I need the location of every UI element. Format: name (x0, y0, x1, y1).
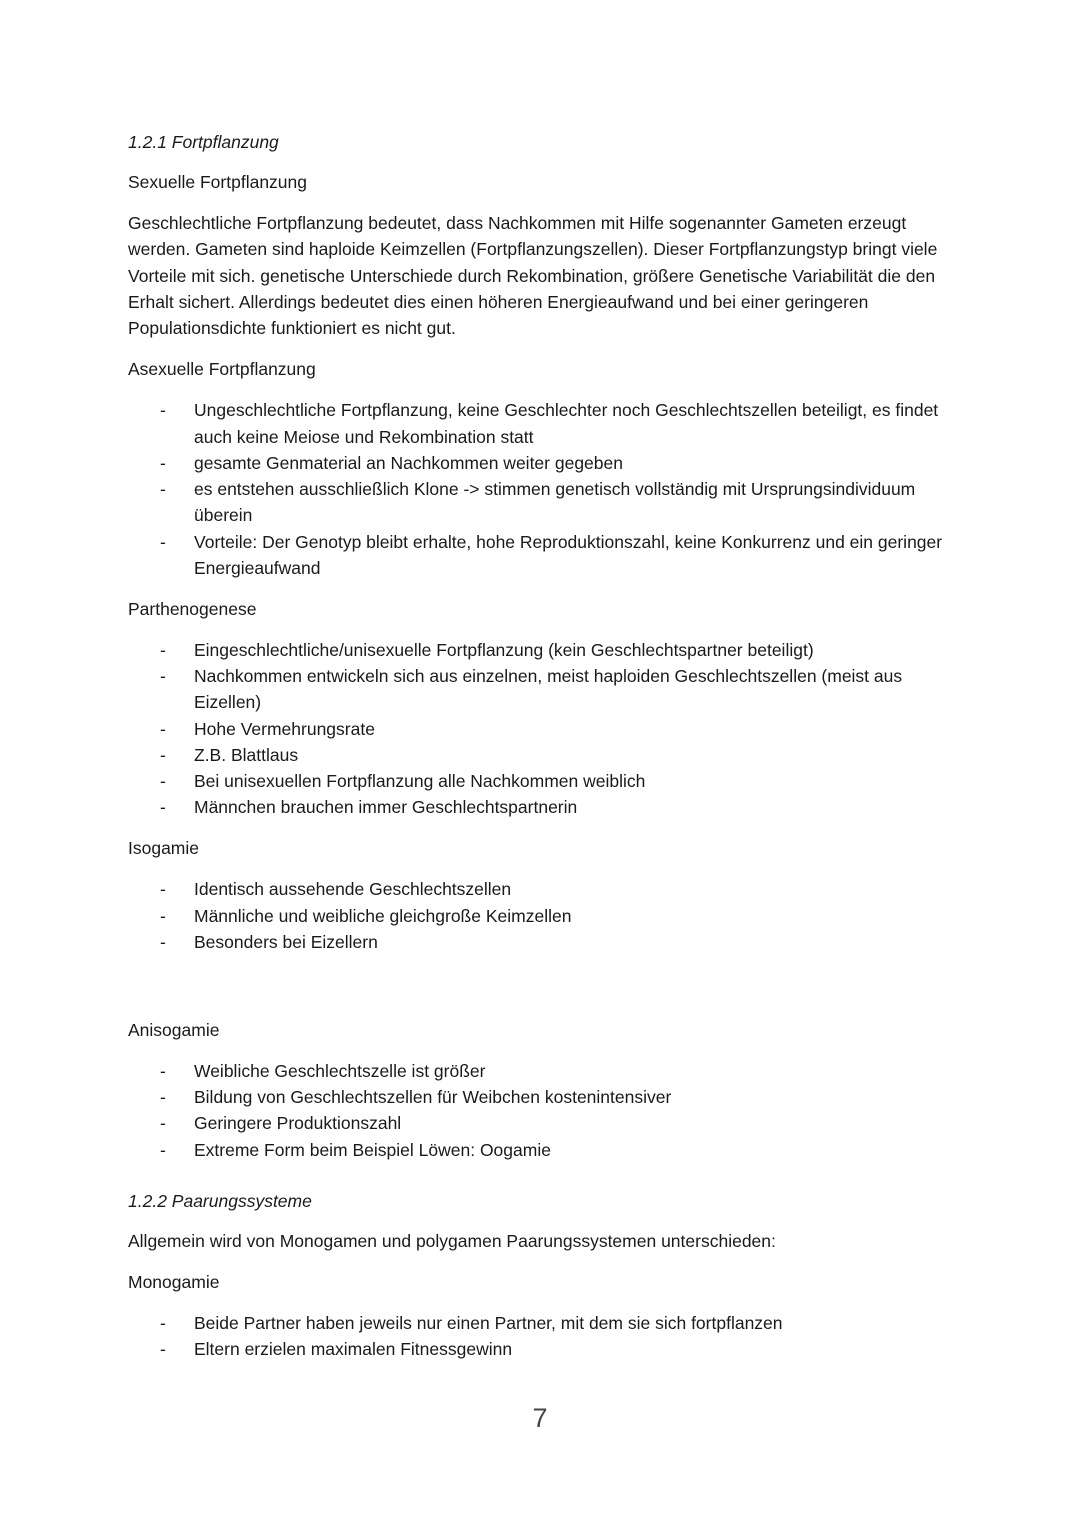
bullet-dash: - (160, 1312, 166, 1333)
bullet-dash: - (160, 879, 166, 900)
list-item: - Bei unisexuellen Fortpflanzung alle Nachkommen weiblich (128, 768, 958, 794)
bullet-dash: - (160, 666, 166, 687)
bullet-dash: - (160, 744, 166, 765)
bullet-dash: - (160, 1060, 166, 1081)
list-item: - Nachkommen entwickeln sich aus einzelnen, meist haploiden Geschlechtszellen (meist aus Eizellen) (128, 663, 958, 715)
paragraph-sexuelle-fortpflanzung: Geschlechtliche Fortpflanzung bedeutet, dass Nachkommen mit Hilfe sogenannter Gameten erzeugt werden. Gameten sind haploide Keimzellen (Fortpflanzungszellen). Dieser Fortpflanzungstyp bringt viele Vorteile mit sich. genetische Unterschiede durch Rekombination, größere Genetische Variabilität die den Erhalt sichert. Allerdings bedeutet dies einen höheren Energieaufwand und bei einer geringeren Populationsdichte funktioniert es nicht gut. (128, 213, 938, 339)
list-item: - Weibliche Geschlechtszelle ist größer (128, 1058, 958, 1084)
bullet-dash: - (160, 770, 166, 791)
list-item: - Besonders bei Eizellern (128, 929, 958, 955)
page-number: 7 (532, 1403, 548, 1433)
list-parthenogenese (128, 637, 958, 820)
list-item: - Eingeschlechtliche/unisexuelle Fortpflanzung (kein Geschlechtspartner beteiligt) (128, 637, 958, 663)
bullet-dash: - (160, 931, 166, 952)
subheading-asexuelle-fortpflanzung: Asexuelle Fortpflanzung (128, 359, 316, 380)
list-isogamie (128, 876, 958, 955)
subheading-parthenogenese: Parthenogenese (128, 598, 257, 619)
subheading-isogamie: Isogamie (128, 838, 200, 859)
bullet-dash: - (160, 797, 166, 818)
subheading-sexuelle-fortpflanzung: Sexuelle Fortpflanzung (128, 172, 307, 192)
list-asexuelle-fortpflanzung (128, 397, 958, 580)
paragraph-paarungssysteme-intro: Allgemein wird von Monogamen und polygamen Paarungssystemen unterschieden: (128, 1230, 776, 1251)
bullet-dash: - (160, 905, 166, 926)
list-monogamie (128, 1310, 958, 1362)
subheading-monogamie: Monogamie (128, 1271, 220, 1292)
bullet-dash: - (160, 718, 166, 739)
bullet-dash: - (160, 400, 166, 421)
list-item: - Hohe Vermehrungsrate (128, 716, 958, 742)
list-anisogamie (128, 1058, 958, 1163)
list-item: - Extreme Form beim Beispiel Löwen: Oogamie (128, 1137, 958, 1163)
bullet-dash: - (160, 1139, 166, 1160)
list-item: - Beide Partner haben jeweils nur einen Partner, mit dem sie sich fortpflanzen (128, 1310, 958, 1336)
section-heading-paarungssysteme: 1.2.2 Paarungssysteme (128, 1190, 312, 1211)
bullet-dash: - (160, 479, 166, 500)
bullet-dash: - (160, 1113, 166, 1134)
subheading-anisogamie: Anisogamie (128, 1019, 220, 1040)
list-item: - Männliche und weibliche gleichgroße Keimzellen (128, 903, 958, 929)
list-item: - Eltern erzielen maximalen Fitnessgewinn (128, 1336, 958, 1362)
bullet-dash: - (160, 452, 166, 473)
list-item: - Vorteile: Der Genotyp bleibt erhalte, hohe Reproduktionszahl, keine Konkurrenz und ein geringer Energieaufwand (128, 529, 958, 581)
section-heading-fortpflanzung: 1.2.1 Fortpflanzung (128, 132, 279, 152)
list-item: - Bildung von Geschlechtszellen für Weibchen kostenintensiver (128, 1084, 958, 1110)
list-item: - es entstehen ausschließlich Klone -> stimmen genetisch vollständig mit Ursprungsindividuum überein (128, 476, 958, 528)
bullet-dash: - (160, 639, 166, 660)
spacer (128, 970, 958, 1017)
bullet-dash: - (160, 1338, 166, 1359)
list-item: - Z.B. Blattlaus (128, 742, 958, 768)
bullet-dash: - (160, 1087, 166, 1108)
document-page (128, 129, 958, 1377)
list-item: - Ungeschlechtliche Fortpflanzung, keine Geschlechter noch Geschlechtszellen beteiligt, es findet auch keine Meiose und Rekombination statt (128, 397, 958, 449)
list-item: - gesamte Genmaterial an Nachkommen weiter gegeben (128, 450, 958, 476)
spacer (128, 1178, 958, 1188)
list-item: - Geringere Produktionszahl (128, 1110, 958, 1136)
bullet-dash: - (160, 531, 166, 552)
list-item: - Identisch aussehende Geschlechtszellen (128, 876, 958, 902)
list-item: - Männchen brauchen immer Geschlechtspartnerin (128, 794, 958, 820)
